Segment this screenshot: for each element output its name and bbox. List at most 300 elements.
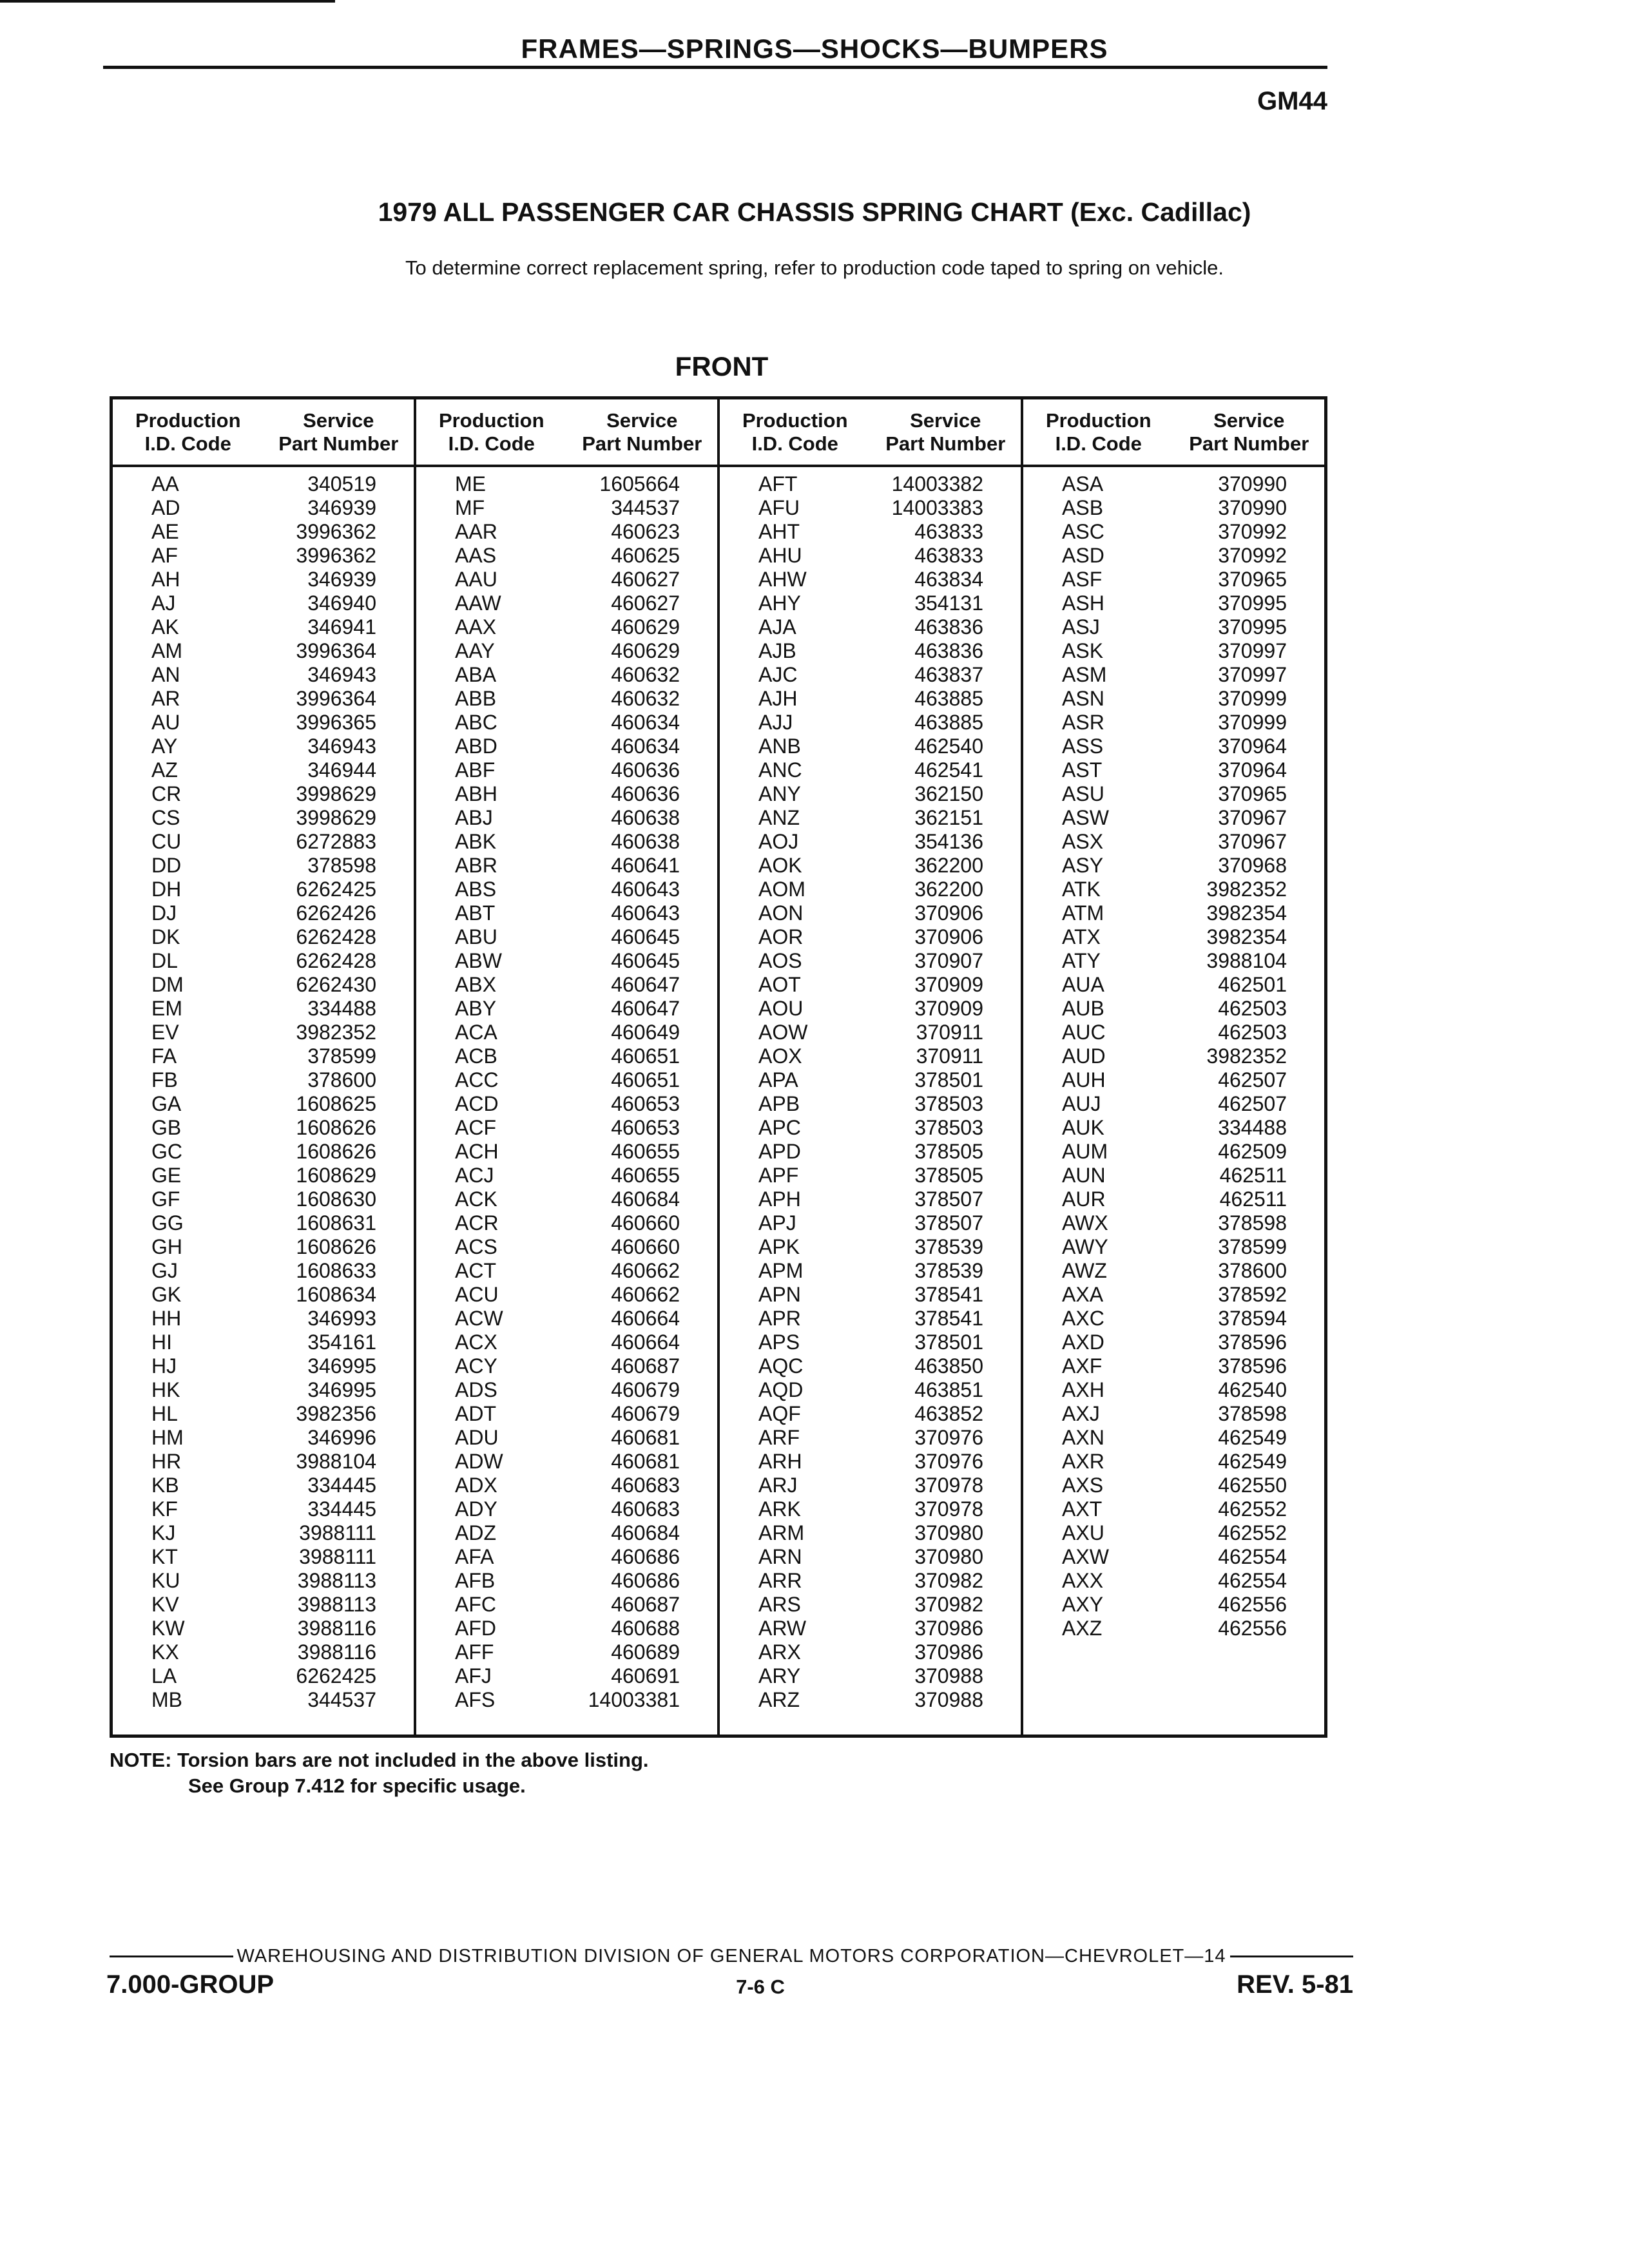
header-service-line-1: Service <box>303 408 374 432</box>
service-part-number: 460629 <box>611 639 680 662</box>
table-row <box>113 1402 414 1426</box>
production-code: APC <box>758 1116 801 1139</box>
production-code: ACS <box>455 1235 497 1258</box>
production-code: AFJ <box>455 1664 492 1687</box>
production-code: KW <box>151 1617 185 1640</box>
service-part-number: 462541 <box>914 758 983 782</box>
header-service-line-2: Part Number <box>278 432 399 455</box>
production-code: AOR <box>758 925 804 948</box>
service-part-number: 370980 <box>914 1545 983 1568</box>
production-code: HI <box>151 1331 172 1354</box>
service-part-number: 370986 <box>914 1640 983 1664</box>
table-row <box>416 1617 717 1640</box>
production-code: ASB <box>1062 496 1104 519</box>
table-row <box>416 1235 717 1259</box>
service-part-number: 460638 <box>611 806 680 829</box>
service-part-number: 370907 <box>914 949 983 972</box>
column-body <box>113 467 414 1712</box>
table-row <box>1023 472 1324 496</box>
production-code: AUH <box>1062 1068 1106 1091</box>
header-service <box>264 409 414 456</box>
chart-title: 1979 ALL PASSENGER CAR CHASSIS SPRING CHART (Exc. Cadillac) <box>378 197 1251 227</box>
service-part-number: 460664 <box>611 1307 680 1330</box>
table-row <box>113 711 414 735</box>
service-part-number: 3988113 <box>297 1569 376 1592</box>
production-code: AXD <box>1062 1331 1104 1354</box>
service-part-number: 460623 <box>611 520 680 543</box>
service-part-number: 378503 <box>914 1092 983 1115</box>
service-part-number: 460649 <box>611 1021 680 1044</box>
table-row <box>720 1116 1021 1140</box>
production-code: AXX <box>1062 1569 1104 1592</box>
table-row <box>1023 806 1324 830</box>
service-part-number: 370976 <box>914 1450 983 1473</box>
production-code: EV <box>151 1021 179 1044</box>
production-code: ACW <box>455 1307 503 1330</box>
service-part-number: 344537 <box>307 1688 376 1711</box>
production-code: ACJ <box>455 1164 494 1187</box>
production-code: APJ <box>758 1211 796 1235</box>
table-row <box>113 687 414 711</box>
service-part-number: 463851 <box>914 1378 983 1401</box>
service-part-number: 1608629 <box>296 1164 376 1187</box>
table-row <box>720 1307 1021 1331</box>
production-code: APF <box>758 1164 799 1187</box>
service-part-number: 463852 <box>914 1402 983 1425</box>
column-header <box>1023 399 1324 467</box>
table-row <box>1023 1116 1324 1140</box>
table-row <box>113 1187 414 1211</box>
service-part-number: 370909 <box>914 997 983 1020</box>
table-row <box>113 830 414 854</box>
production-code: ABB <box>455 687 497 710</box>
table-row <box>1023 1545 1324 1569</box>
table-row <box>113 973 414 997</box>
service-part-number: 460629 <box>611 615 680 639</box>
column-body <box>1023 467 1324 1640</box>
production-code: AXW <box>1062 1545 1109 1568</box>
section-title: FRONT <box>675 351 769 381</box>
production-code: ARX <box>758 1640 801 1664</box>
service-part-number: 463837 <box>914 663 983 686</box>
header-rule <box>103 66 1327 69</box>
table-row <box>1023 1140 1324 1164</box>
production-code: AZ <box>151 758 178 782</box>
header-service <box>1174 409 1325 456</box>
table-row <box>720 1474 1021 1497</box>
table-row <box>113 639 414 663</box>
table-row <box>720 472 1021 496</box>
production-code: HL <box>151 1402 178 1425</box>
production-code: GJ <box>151 1259 178 1282</box>
service-part-number: 378600 <box>307 1068 376 1091</box>
table-row <box>113 1116 414 1140</box>
table-row <box>113 615 414 639</box>
service-part-number: 346940 <box>307 591 376 615</box>
service-part-number: 370995 <box>1218 591 1287 615</box>
column-body <box>416 467 717 1712</box>
production-code: AUD <box>1062 1044 1106 1068</box>
service-part-number: 370999 <box>1218 711 1287 734</box>
footer-revision: REV. 5-81 <box>1237 1970 1353 1999</box>
table-row <box>416 806 717 830</box>
production-code: KT <box>151 1545 178 1568</box>
column-group <box>416 399 720 1735</box>
service-part-number: 1608634 <box>296 1283 376 1306</box>
production-code: HH <box>151 1307 182 1330</box>
header-service-line-2: Part Number <box>885 432 1006 455</box>
table-row <box>416 687 717 711</box>
table-row <box>1023 496 1324 520</box>
production-code: AOK <box>758 854 802 877</box>
service-part-number: 3982352 <box>1206 1044 1287 1068</box>
service-part-number: 1608626 <box>296 1235 376 1258</box>
service-part-number: 6262428 <box>296 925 376 948</box>
chart-subtitle: To determine correct replacement spring, refer to production code taped to spring on vehicle. <box>405 256 1224 279</box>
table-row <box>113 1474 414 1497</box>
service-part-number: 463834 <box>914 568 983 591</box>
table-row <box>113 472 414 496</box>
service-part-number: 370964 <box>1218 735 1287 758</box>
service-part-number: 362151 <box>914 806 983 829</box>
service-part-number: 460664 <box>611 1331 680 1354</box>
service-part-number: 1608631 <box>296 1211 376 1235</box>
table-row <box>1023 1426 1324 1450</box>
production-code: ABX <box>455 973 497 996</box>
service-part-number: 3996365 <box>296 711 376 734</box>
service-part-number: 378600 <box>1218 1259 1287 1282</box>
service-part-number: 344537 <box>611 496 680 519</box>
table-row <box>416 997 717 1021</box>
header-service-line-2: Part Number <box>1189 432 1309 455</box>
table-row <box>113 1617 414 1640</box>
table-row <box>720 615 1021 639</box>
production-code: ASK <box>1062 639 1104 662</box>
production-code: ACU <box>455 1283 499 1306</box>
production-code: APM <box>758 1259 804 1282</box>
production-code: AUR <box>1062 1187 1106 1211</box>
table-row <box>1023 997 1324 1021</box>
service-part-number: 460655 <box>611 1140 680 1163</box>
service-part-number: 334445 <box>307 1474 376 1497</box>
production-code: AJH <box>758 687 798 710</box>
table-row <box>113 1211 414 1235</box>
production-code: ANY <box>758 782 801 805</box>
table-row <box>720 901 1021 925</box>
production-code: ACC <box>455 1068 499 1091</box>
service-part-number: 3988116 <box>297 1640 376 1664</box>
table-row <box>720 1259 1021 1283</box>
table-row <box>113 1044 414 1068</box>
table-row <box>113 1378 414 1402</box>
table-row <box>720 544 1021 568</box>
table-row <box>416 1450 717 1474</box>
table-row <box>416 1187 717 1211</box>
production-code: AOM <box>758 878 805 901</box>
production-code: AF <box>151 544 178 567</box>
service-part-number: 3998629 <box>296 782 376 805</box>
table-row <box>720 854 1021 878</box>
table-row <box>113 1259 414 1283</box>
service-part-number: 460662 <box>611 1283 680 1306</box>
footer-group: 7.000-GROUP <box>106 1970 275 1999</box>
service-part-number: 1608626 <box>296 1140 376 1163</box>
header-production-line-2: I.D. Code <box>751 432 838 455</box>
table-row <box>720 1283 1021 1307</box>
service-part-number: 346996 <box>307 1426 376 1449</box>
table-row <box>720 1092 1021 1116</box>
table-row <box>1023 1068 1324 1092</box>
service-part-number: 378505 <box>914 1164 983 1187</box>
production-code: AD <box>151 496 180 519</box>
column-group <box>720 399 1023 1735</box>
table-row <box>416 1283 717 1307</box>
service-part-number: 460651 <box>611 1068 680 1091</box>
table-row <box>416 854 717 878</box>
note-line-2: See Group 7.412 for specific usage. <box>188 1774 526 1797</box>
table-row <box>113 878 414 901</box>
service-part-number: 3982352 <box>1206 878 1287 901</box>
service-part-number: 378501 <box>914 1068 983 1091</box>
table-row <box>113 1164 414 1187</box>
production-code: ABJ <box>455 806 493 829</box>
table-row <box>113 925 414 949</box>
service-part-number: 370965 <box>1218 568 1287 591</box>
service-part-number: 3988104 <box>1206 949 1287 972</box>
table-row <box>416 782 717 806</box>
service-part-number: 460684 <box>611 1521 680 1544</box>
header-production-line-1: Production <box>742 408 848 432</box>
header-service <box>871 409 1021 456</box>
table-row <box>113 1450 414 1474</box>
service-part-number: 3996362 <box>296 544 376 567</box>
table-row <box>416 1545 717 1569</box>
header-production <box>720 409 871 456</box>
production-code: AXN <box>1062 1426 1104 1449</box>
service-part-number: 460638 <box>611 830 680 853</box>
service-part-number: 460662 <box>611 1259 680 1282</box>
footer-division-text: WAREHOUSING AND DISTRIBUTION DIVISION OF GENERAL MOTORS CORPORATION—CHEVROLET—14 <box>236 1946 1226 1966</box>
service-part-number: 460632 <box>611 663 680 686</box>
production-code: AST <box>1062 758 1103 782</box>
service-part-number: 370982 <box>914 1569 983 1592</box>
production-code: AN <box>151 663 180 686</box>
table-row <box>113 949 414 973</box>
service-part-number: 460634 <box>611 735 680 758</box>
table-row <box>720 925 1021 949</box>
table-row <box>416 1593 717 1617</box>
production-code: ASA <box>1062 472 1104 495</box>
table-row <box>416 1521 717 1545</box>
table-row <box>416 758 717 782</box>
service-part-number: 462511 <box>1219 1187 1287 1211</box>
table-row <box>113 1331 414 1354</box>
top-rule <box>0 0 335 3</box>
production-code: ACH <box>455 1140 499 1163</box>
service-part-number: 462556 <box>1218 1617 1287 1640</box>
service-part-number: 3982356 <box>296 1402 376 1425</box>
table-row <box>416 1331 717 1354</box>
service-part-number: 370992 <box>1218 520 1287 543</box>
production-code: AUB <box>1062 997 1104 1020</box>
service-part-number: 370967 <box>1218 830 1287 853</box>
header-service-line-2: Part Number <box>582 432 702 455</box>
production-code: ACB <box>455 1044 497 1068</box>
table-row <box>113 496 414 520</box>
table-row <box>1023 901 1324 925</box>
table-row <box>416 1640 717 1664</box>
service-part-number: 354136 <box>914 830 983 853</box>
header-production <box>113 409 264 456</box>
production-code: ADS <box>455 1378 497 1401</box>
spring-table <box>110 396 1327 1738</box>
production-code: ARS <box>758 1593 801 1616</box>
production-code: GA <box>151 1092 182 1115</box>
production-code: ADY <box>455 1497 497 1521</box>
table-row <box>113 735 414 758</box>
header-production-line-2: I.D. Code <box>144 432 231 455</box>
table-row <box>113 1140 414 1164</box>
service-part-number: 462503 <box>1218 997 1287 1020</box>
production-code: AR <box>151 687 180 710</box>
table-row <box>720 1021 1021 1044</box>
service-part-number: 370980 <box>914 1521 983 1544</box>
service-part-number: 460647 <box>611 997 680 1020</box>
table-row <box>720 1211 1021 1235</box>
service-part-number: 334445 <box>307 1497 376 1521</box>
service-part-number: 14003382 <box>891 472 983 495</box>
production-code: AA <box>151 472 179 495</box>
production-code: DL <box>151 949 178 972</box>
table-row <box>113 1593 414 1617</box>
table-row <box>1023 687 1324 711</box>
table-row <box>1023 1044 1324 1068</box>
table-row <box>416 925 717 949</box>
table-row <box>720 973 1021 997</box>
production-code: ACR <box>455 1211 499 1235</box>
production-code: AHW <box>758 568 807 591</box>
production-code: ABU <box>455 925 497 948</box>
table-row <box>113 854 414 878</box>
service-part-number: 462507 <box>1218 1092 1287 1115</box>
header-production-line-1: Production <box>438 408 545 432</box>
table-row <box>720 1140 1021 1164</box>
service-part-number: 462554 <box>1218 1569 1287 1592</box>
production-code: ANB <box>758 735 801 758</box>
production-code: ABY <box>455 997 497 1020</box>
service-part-number: 370997 <box>1218 663 1287 686</box>
production-code: ADZ <box>455 1521 496 1544</box>
production-code: AFC <box>455 1593 496 1616</box>
production-code: KX <box>151 1640 179 1664</box>
production-code: AQD <box>758 1378 804 1401</box>
production-code: FA <box>151 1044 177 1068</box>
production-code: AM <box>151 639 182 662</box>
production-code: APH <box>758 1187 801 1211</box>
production-code: KB <box>151 1474 179 1497</box>
table-row <box>1023 1569 1324 1593</box>
production-code: CU <box>151 830 182 853</box>
table-row <box>416 1497 717 1521</box>
service-part-number: 462503 <box>1218 1021 1287 1044</box>
production-code: ARJ <box>758 1474 798 1497</box>
production-code: AY <box>151 735 178 758</box>
service-part-number: 462507 <box>1218 1068 1287 1091</box>
table-row <box>1023 1521 1324 1545</box>
table-row <box>113 568 414 591</box>
production-code: KV <box>151 1593 179 1616</box>
service-part-number: 462509 <box>1218 1140 1287 1163</box>
service-part-number: 460647 <box>611 973 680 996</box>
production-code: MB <box>151 1688 182 1711</box>
production-code: GK <box>151 1283 182 1306</box>
production-code: AHU <box>758 544 802 567</box>
table-row <box>113 1521 414 1545</box>
header-production-line-2: I.D. Code <box>1055 432 1142 455</box>
production-code: AOX <box>758 1044 802 1068</box>
production-code: ACA <box>455 1021 497 1044</box>
production-code: AWY <box>1062 1235 1108 1258</box>
table-row <box>720 1068 1021 1092</box>
table-row <box>113 806 414 830</box>
table-row <box>720 639 1021 663</box>
production-code: GG <box>151 1211 184 1235</box>
production-code: AJA <box>758 615 796 639</box>
table-row <box>113 1569 414 1593</box>
table-row <box>1023 568 1324 591</box>
production-code: ABH <box>455 782 497 805</box>
service-part-number: 378598 <box>1218 1402 1287 1425</box>
production-code: ASH <box>1062 591 1104 615</box>
table-row <box>720 1164 1021 1187</box>
table-row <box>720 735 1021 758</box>
service-part-number: 462540 <box>914 735 983 758</box>
production-code: AAW <box>455 591 501 615</box>
service-part-number: 378503 <box>914 1116 983 1139</box>
service-part-number: 460686 <box>611 1569 680 1592</box>
service-part-number: 460634 <box>611 711 680 734</box>
table-row <box>720 1450 1021 1474</box>
table-row <box>416 1044 717 1068</box>
production-code: DD <box>151 854 182 877</box>
service-part-number: 460679 <box>611 1378 680 1401</box>
production-code: KJ <box>151 1521 176 1544</box>
service-part-number: 378599 <box>307 1044 376 1068</box>
table-row <box>720 1497 1021 1521</box>
table-row <box>416 830 717 854</box>
table-row <box>720 830 1021 854</box>
service-part-number: 346944 <box>307 758 376 782</box>
header-production <box>1023 409 1174 456</box>
table-row <box>720 568 1021 591</box>
production-code: AXZ <box>1062 1617 1103 1640</box>
footer-dash-right <box>1230 1956 1354 1957</box>
note-line-1: NOTE: Torsion bars are not included in the above listing. <box>110 1749 649 1771</box>
table-row <box>416 472 717 496</box>
table-row <box>416 1307 717 1331</box>
table-row <box>720 806 1021 830</box>
service-part-number: 6262428 <box>296 949 376 972</box>
production-code: MF <box>455 496 485 519</box>
production-code: AJJ <box>758 711 793 734</box>
table-row <box>720 1235 1021 1259</box>
production-code: ARY <box>758 1664 801 1687</box>
service-part-number: 378541 <box>914 1283 983 1306</box>
service-part-number: 462552 <box>1218 1521 1287 1544</box>
production-code: APD <box>758 1140 801 1163</box>
header-service <box>567 409 718 456</box>
service-part-number: 370988 <box>914 1664 983 1687</box>
